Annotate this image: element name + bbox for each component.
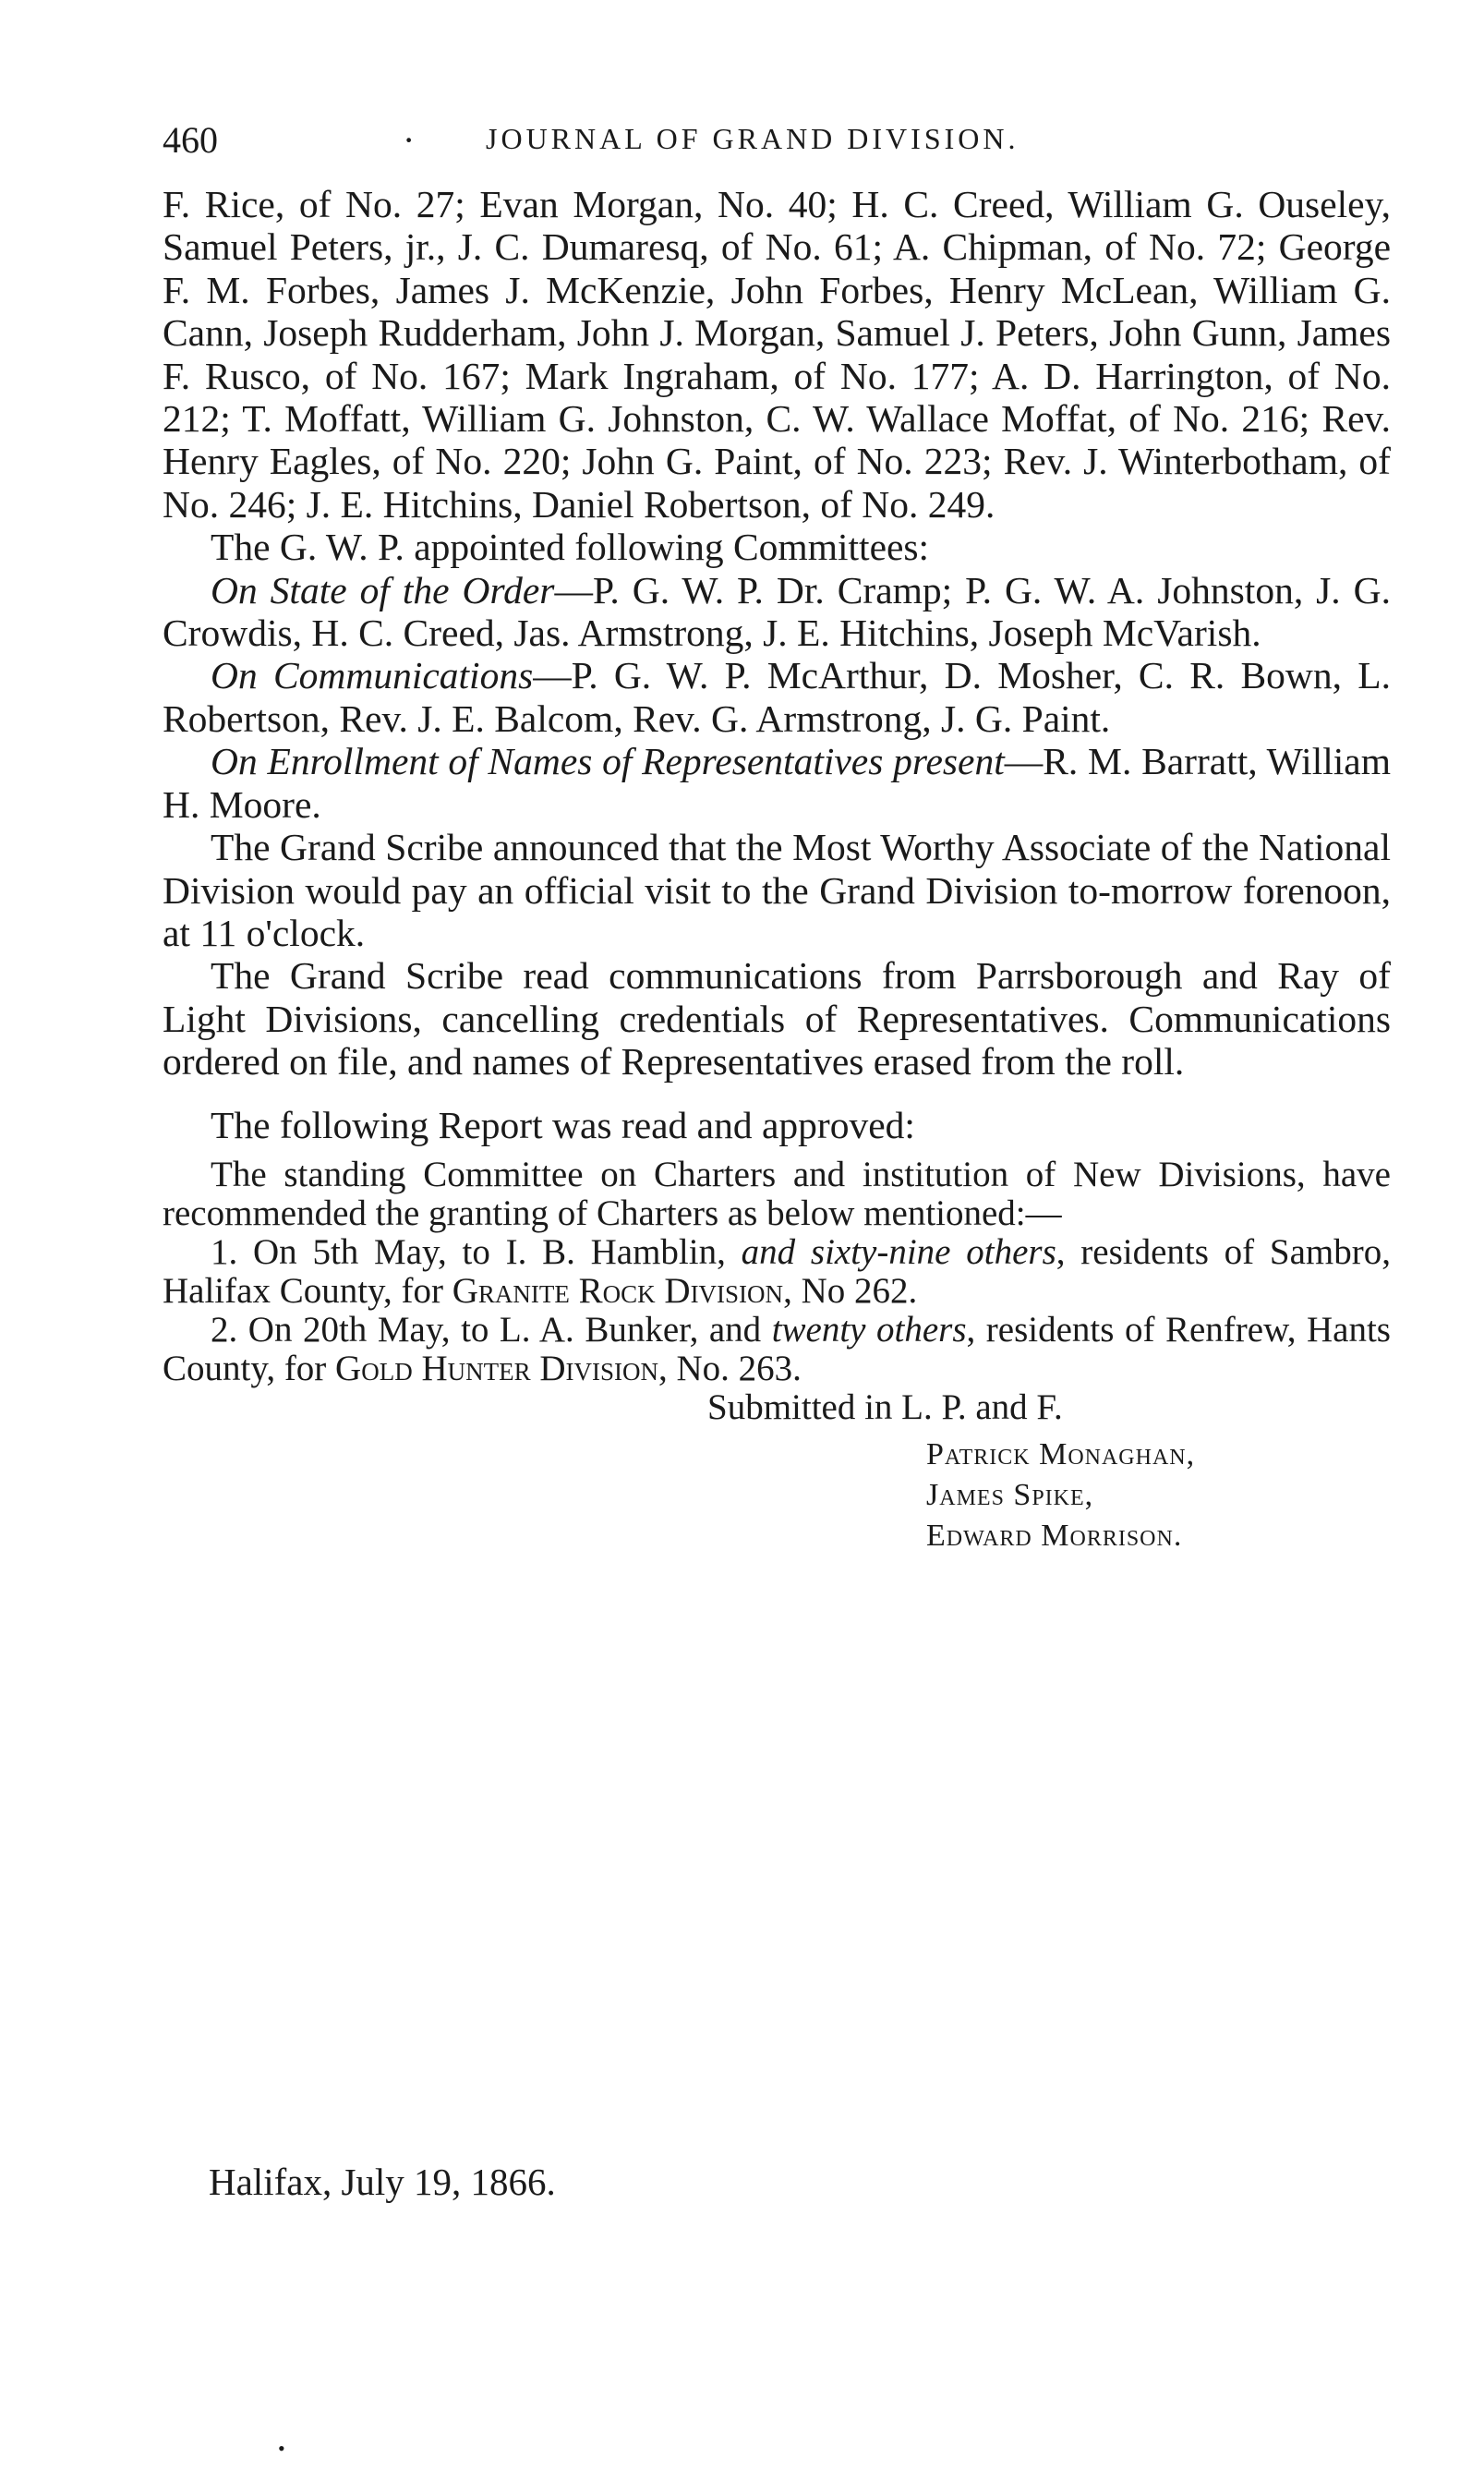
dateline: Halifax, July 19, 1866. [209, 2161, 556, 2203]
committee-members: —P. G. W. P. McArthur, D. Mosher, C. R. Bown, L. Robertson, Rev. J. E. Balcom, Rev. G. Armstrong, J. G. Paint. [163, 654, 1391, 740]
charter-text: 1. On 5th May, to I. B. Hamblin, [211, 1231, 742, 1272]
report-intro: The standing Committee on Charters and institution of New Divisions, have recommended the granting of Charters as below mentioned:— [163, 1154, 1391, 1233]
journal-page [163, 118, 1391, 2460]
division-name: Gold Hunter Division [335, 1348, 659, 1388]
signers [163, 1435, 1391, 1556]
division-number: , No. 263. [658, 1348, 802, 1388]
committee-enrollment [163, 740, 1391, 826]
stray-mark: • [278, 2437, 285, 2460]
signer-name: James Spike, [926, 1477, 1094, 1512]
committee-title: On Communications [211, 654, 534, 697]
committee-members: —P. G. W. P. Dr. Cramp; P. G. W. A. Johnston, J. G. Crowdis, H. C. Creed, Jas. Armstrong, J. E. Hitchins, Joseph McVarish. [163, 568, 1391, 655]
charter-text: , residents of Sambro, Halifax County, for [163, 1231, 1391, 1311]
committee-title: On State of the Order [211, 568, 555, 611]
charter-text: 2. On 20th May, to L. A. Bunker, and [211, 1309, 772, 1350]
running-head: JOURNAL OF GRAND DIVISION. [486, 122, 1019, 155]
page-number: 460 [163, 119, 218, 161]
report-intro-line: The following Report was read and approved: [211, 1103, 915, 1146]
associate-visit-paragraph: The Grand Scribe announced that the Most Worthy Associate of the National Division would pay an official visit to the Grand Division to-morrow forenoon, at 11 o'clock. [163, 826, 1391, 954]
signer-name: Patrick Monaghan, [926, 1436, 1196, 1471]
charter-others: and sixty-nine others [741, 1231, 1056, 1272]
communications-paragraph: The Grand Scribe read communications from Parrsborough and Ray of Light Divisions, cancelling credentials of Representatives. Communications ordered on file, and names of Representatives erased from the roll. [163, 954, 1391, 1084]
submitted-line: Submitted in L. P. and F. [707, 1386, 1063, 1427]
charter-item-1 [163, 1233, 1391, 1311]
charters-report [163, 1156, 1391, 1556]
signer-name: Edward Morrison. [926, 1518, 1183, 1553]
committee-communications [163, 654, 1391, 740]
division-number: , No 262. [783, 1270, 918, 1311]
attendees-paragraph: F. Rice, of No. 27; Evan Morgan, No. 40; H. C. Creed, William G. Ouseley, Samuel Peters, jr., J. C. Dumaresq, of No. 61; A. Chipman, of No. 72; George F. M. Forbes, James J. McKenzie, John Forbes, Henry McLean, William G. Cann, Joseph Rudderham, John J. Morgan, Samuel J. Peters, John Gunn, James F. Rusco, of No. 167; Mark Ingraham, of No. 177; A. D. Harrington, of No. 212; T. Moffatt, William G. Johnston, C. W. Wallace Moffat, of No. 216; Rev. Henry Eagles, of No. 220; John G. Paint, of No. 223; Rev. J. Winterbotham, of No. 246; J. E. Hitchins, Daniel Robertson, of No. 249. [163, 183, 1391, 526]
page-header [163, 118, 1391, 183]
committee-members: —R. M. Barratt, William H. Moore. [163, 740, 1391, 826]
committee-title: On Enrollment of Names of Representatives present [211, 740, 1005, 783]
charter-item-2 [163, 1311, 1391, 1388]
committee-state-of-order [163, 569, 1391, 655]
division-name: Granite Rock Division [452, 1270, 784, 1311]
charter-text: , residents of Renfrew, Hants County, for [163, 1309, 1391, 1388]
header-dot: · [403, 119, 416, 161]
charter-others: twenty others [771, 1309, 967, 1350]
committees-intro: The G. W. P. appointed following Committees: [211, 526, 930, 569]
